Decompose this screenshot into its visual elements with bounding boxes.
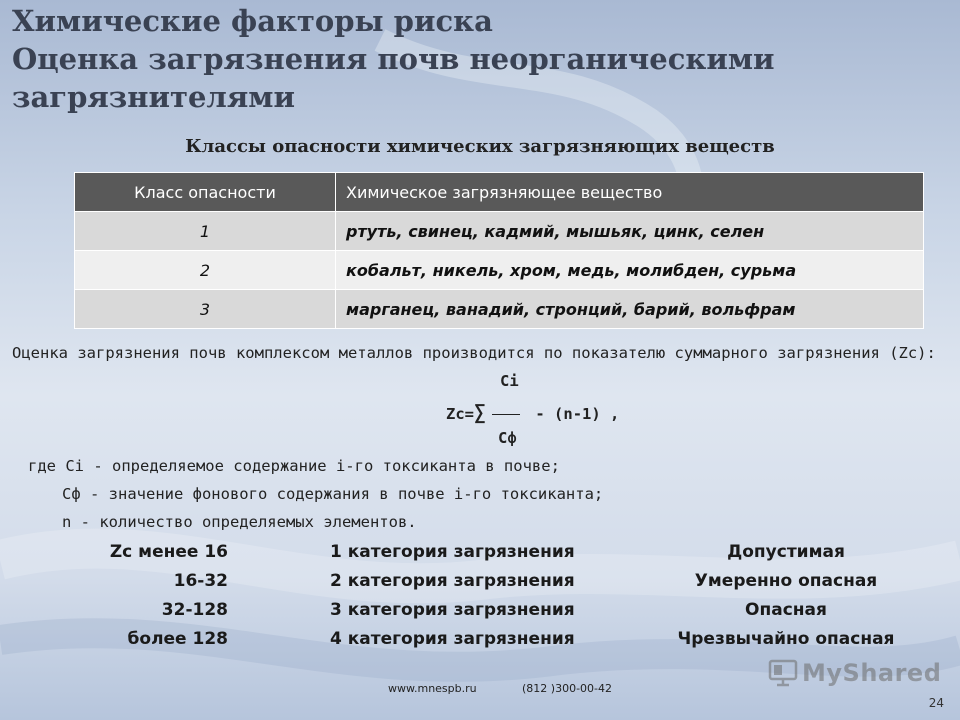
category-name: 2 категория загрязнения [330, 571, 575, 591]
table-row [75, 251, 924, 290]
definition-ci: где Ci - определяемое содержание i-го токсиканта в почве; [28, 457, 560, 475]
substance-cell: марганец, ванадий, стронций, барий, вольфрам [336, 290, 924, 329]
category-name: 3 категория загрязнения [330, 600, 575, 620]
category-name: 4 категория загрязнения [330, 629, 575, 649]
title-line-2: Оценка загрязнения почв неорганическими [12, 42, 775, 76]
formula-left: Zc= [446, 405, 474, 423]
footer-phone: (812 )300-00-42 [522, 682, 613, 695]
footer-website: www.mnespb.ru [388, 682, 477, 695]
table-row [75, 290, 924, 329]
formula-numerator: Ci [500, 372, 519, 390]
fraction-bar [492, 414, 520, 415]
table-caption: Классы опасности химических загрязняющих веществ [185, 136, 775, 157]
title-line-3: загрязнителями [12, 80, 296, 114]
formula-right: - (n-1) , [526, 405, 620, 423]
page-number: 24 [928, 696, 944, 710]
watermark-logo [768, 656, 941, 690]
hazard-class-cell: 3 [75, 290, 336, 329]
category-level: Чрезвычайно опасная [677, 629, 895, 649]
category-range: 32-128 [161, 600, 228, 620]
substance-cell: ртуть, свинец, кадмий, мышьяк, цинк, селен [336, 212, 924, 251]
hazard-class-cell: 2 [75, 251, 336, 290]
projector-screen-icon [768, 658, 798, 688]
column-header-class: Класс опасности [75, 173, 336, 212]
title-line-1: Химические факторы риска [12, 4, 493, 38]
table-header-row [75, 173, 924, 212]
column-header-substance: Химическое загрязняющее вещество [336, 173, 924, 212]
category-level: Допустимая [727, 542, 845, 562]
slide-title [12, 2, 775, 116]
definition-n: n - количество определяемых элементов. [62, 513, 417, 531]
hazard-class-table [74, 172, 924, 329]
formula-line [446, 400, 619, 424]
category-level: Умеренно опасная [694, 571, 878, 591]
category-range: Zc менее 16 [109, 542, 228, 562]
definition-cf: Cф - значение фонового содержания в почве i-го токсиканта; [62, 485, 604, 503]
hazard-class-cell: 1 [75, 212, 336, 251]
formula-denominator: Cф [498, 429, 517, 447]
assessment-paragraph: Оценка загрязнения почв комплексом металлов производится по показателю суммарного загрязнения (Zc): [12, 344, 936, 362]
category-range: 16-32 [173, 571, 228, 591]
category-range: более 128 [127, 629, 228, 649]
category-name: 1 категория загрязнения [330, 542, 575, 562]
table-row [75, 212, 924, 251]
substance-cell: кобальт, никель, хром, медь, молибден, сурьма [336, 251, 924, 290]
category-level: Опасная [745, 600, 827, 620]
logo-text: MyShared [802, 659, 942, 687]
sigma-symbol: ∑ [474, 400, 487, 424]
